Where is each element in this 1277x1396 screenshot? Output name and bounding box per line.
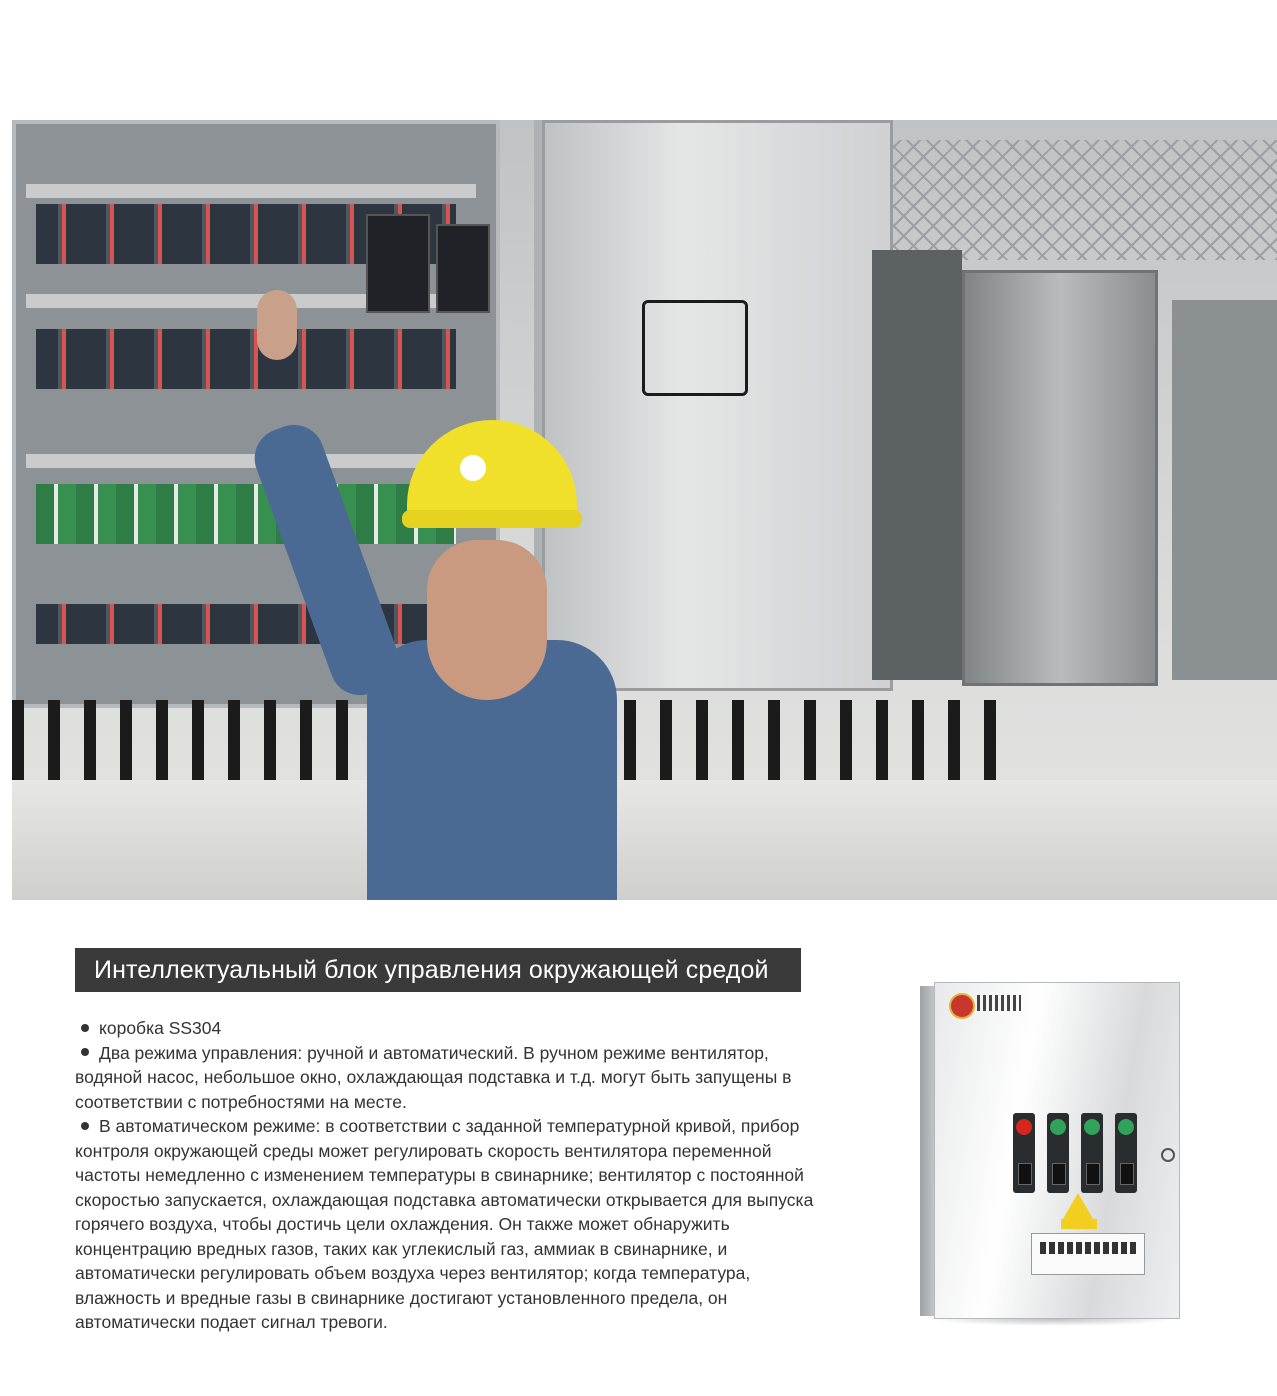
- contactor-row: [36, 329, 456, 389]
- description: [75, 1016, 835, 1335]
- green-lamp-icon: [1050, 1119, 1066, 1135]
- product-image-control-box: [920, 982, 1188, 1324]
- paragraph-manual-mode: Два режима управления: ручной и автоматический. В ручном режиме вентилятор, водяной насос, небольшое окно, охлаждающая подставка и т.д. могут быть запущены в соответствии с потребностями на месте.: [75, 1042, 792, 1112]
- green-lamp-icon: [1084, 1119, 1100, 1135]
- hard-hat-brim: [402, 510, 582, 528]
- cable-tray: [867, 140, 1277, 260]
- switch-unit: [1047, 1113, 1069, 1193]
- red-lamp-icon: [1016, 1119, 1032, 1135]
- product-front: [934, 982, 1180, 1319]
- paragraph-material: коробка SS304: [75, 1016, 835, 1041]
- paragraph-auto-mode: В автоматическом режиме: в соответствии с заданной температурной кривой, прибор контроля окружающей среды может регулировать скорость вентилятора переменной частоты немедленно с изменением температуры в свинарнике; вентилятор с постоянной скоростью запускается, охлаждающая подставка автоматически открывается для выпуска горячего воздуха, чтобы достичь цели охлаждения. Он также может обнаружить концентрацию вредных газов, таких как углекислый газ, аммиак в свинарнике, и автоматически регулировать объем воздуха через вентилятор; когда температура, влажность и вредные газы в свинарнике достигают установленного предела, он автоматически подает сигнал тревоги.: [75, 1116, 814, 1332]
- switch-unit: [1081, 1113, 1103, 1193]
- terminal-row: [36, 604, 456, 644]
- terminal-block-row: [36, 484, 456, 544]
- din-rail: [26, 454, 476, 468]
- brand-logo-icon: [949, 993, 975, 1019]
- switch-unit: [1013, 1113, 1035, 1193]
- brand-logo-lettering: [977, 995, 1021, 1011]
- bullet-icon: [81, 1048, 89, 1056]
- green-lamp-icon: [1118, 1119, 1134, 1135]
- worker-hand: [257, 290, 297, 360]
- inverter-drive: [366, 214, 430, 313]
- hero-photo: [12, 120, 1277, 900]
- cabinet-door-right: [962, 270, 1158, 686]
- inverter-drive: [436, 224, 490, 313]
- bullet-icon: [81, 1122, 89, 1130]
- nameplate-lettering: [1040, 1242, 1136, 1254]
- section-heading: [75, 948, 801, 992]
- cabinet-door: [542, 120, 893, 691]
- selector-knob: [1052, 1163, 1066, 1185]
- door-wiring: [642, 300, 748, 396]
- control-cabinet: [872, 250, 962, 680]
- selector-knob: [1120, 1163, 1134, 1185]
- selector-knob: [1086, 1163, 1100, 1185]
- switch-panel: [1013, 1113, 1139, 1193]
- worker-face: [427, 540, 547, 700]
- warning-label: [1061, 1219, 1097, 1229]
- warning-triangle-icon: [1063, 1193, 1093, 1219]
- din-rail: [26, 184, 476, 198]
- hard-hat-badge: [460, 455, 486, 481]
- door-lock-icon: [1161, 1148, 1175, 1162]
- control-cabinet-far: [1172, 300, 1277, 680]
- section-heading-text: Интеллектуальный блок управления окружающей средой: [94, 955, 769, 984]
- switch-unit: [1115, 1113, 1137, 1193]
- bullet-icon: [81, 1024, 89, 1032]
- selector-knob: [1018, 1163, 1032, 1185]
- nameplate: [1031, 1233, 1145, 1275]
- concrete-ledge: [12, 780, 1277, 900]
